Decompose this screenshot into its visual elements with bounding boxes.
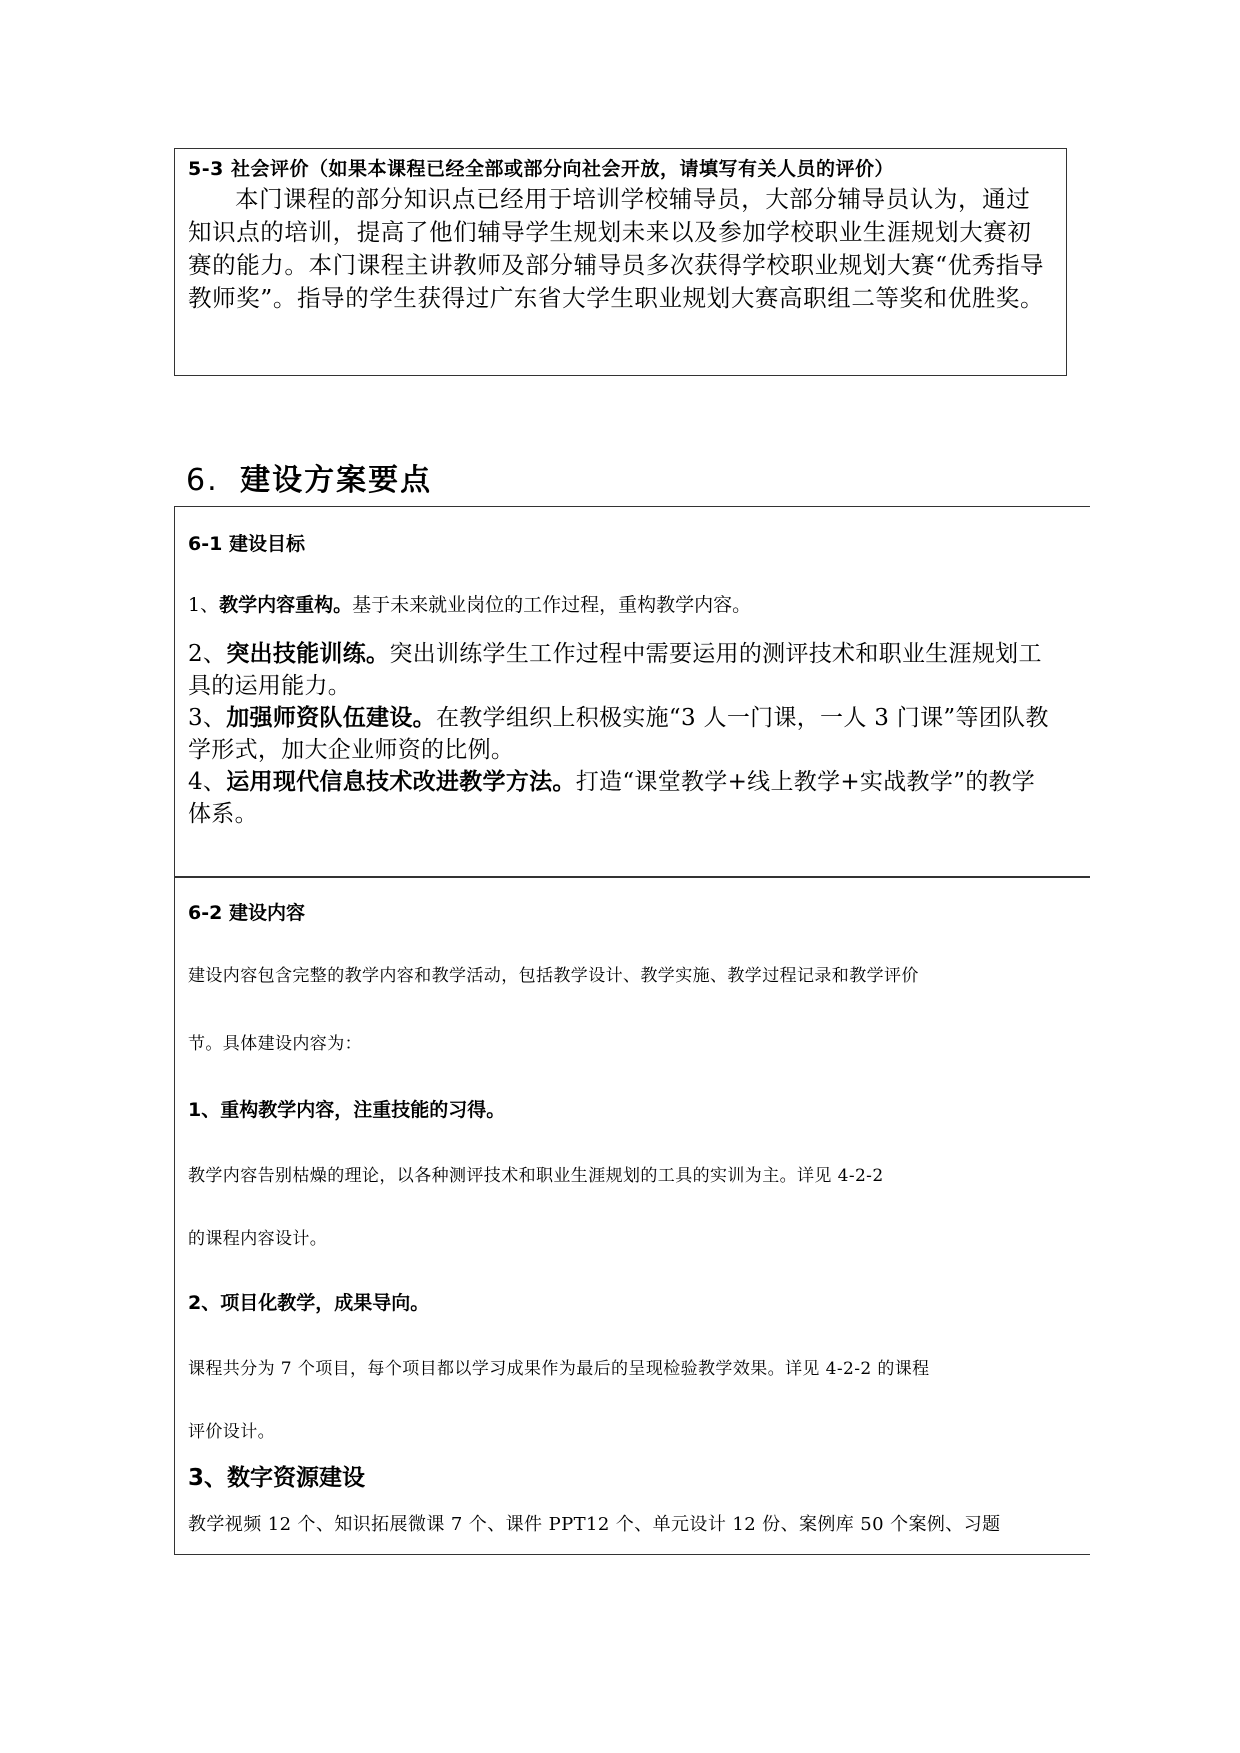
goal-text: 基于未来就业岗位的工作过程，重构教学内容。 <box>352 594 752 616</box>
goal-text: 突出训练学生工作过程中需要运用的测评技术和职业生涯规划工 <box>389 641 1042 667</box>
goal-prefix: 2、 <box>188 641 227 667</box>
content-line-clip <box>188 1510 1088 1536</box>
section-6-1-title: 6-1 建设目标 <box>188 533 305 555</box>
section-5-3-title: 5-3 社会评价（如果本课程已经全部或部分向社会开放，请填写有关人员的评价） <box>188 158 894 180</box>
content-item-line: 教学视频 12 个、知识拓展微课 7 个、课件 PPT12 个、单元设计 12 份、案例库 50 个案例、习题 <box>188 1514 1001 1535</box>
content-item-line: 课程共分为 7 个项目，每个项目都以学习成果作为最后的呈现检验教学效果。详见 4-2-2 的课程 <box>188 1359 930 1379</box>
goal-prefix: 3、 <box>188 705 227 731</box>
intro-line: 建设内容包含完整的教学内容和教学活动，包括教学设计、教学实施、教学过程记录和教学评价 <box>188 966 919 986</box>
section-6-number: 6. <box>186 463 219 498</box>
content-line-clip <box>188 1354 1088 1379</box>
content-item-title: 2、项目化教学，成果导向。 <box>188 1292 430 1314</box>
goal-bold: 突出技能训练。 <box>226 641 390 667</box>
content-item-title: 3、数字资源建设 <box>188 1465 366 1491</box>
paragraph-line: 赛的能力。本门课程主讲教师及部分辅导员多次获得学校职业规划大赛“优秀指导 <box>188 251 1045 279</box>
intro-line: 节。具体建设内容为： <box>188 1034 362 1054</box>
content-item-title: 1、重构教学内容，注重技能的习得。 <box>188 1099 506 1121</box>
section-5-3-paragraph <box>188 183 1044 315</box>
goal-text: 在教学组织上积极实施“3 人一门课，一人 3 门课”等团队教 <box>435 705 1049 731</box>
paragraph-line: 本门课程的部分知识点已经用于培训学校辅导员，大部分辅导员认为，通过 <box>235 185 1031 213</box>
section-6-title: 建设方案要点 <box>240 463 433 498</box>
goal-item <box>188 702 1049 766</box>
goal-item <box>188 638 1042 702</box>
goal-prefix: 4、 <box>188 769 227 795</box>
goal-bold: 运用现代信息技术改进教学方法。 <box>226 769 576 795</box>
goal-prefix: 1、 <box>188 594 220 616</box>
content-item-line: 的课程内容设计。 <box>188 1229 328 1249</box>
content-item-line: 教学内容告别枯燥的理论，以各种测评技术和职业生涯规划的工具的实训为主。详见 4-2-2 <box>188 1166 884 1186</box>
goal-bold: 教学内容重构。 <box>219 594 353 616</box>
paragraph-line: 教师奖”。指导的学生获得过广东省大学生职业规划大赛高职组二等奖和优胜奖。 <box>188 284 1045 312</box>
paragraph-line: 知识点的培训，提高了他们辅导学生规划未来以及参加学校职业生涯规划大赛初 <box>188 218 1032 246</box>
content-item-line: 评价设计。 <box>188 1422 275 1442</box>
goal-bold: 加强师资队伍建设。 <box>226 705 436 731</box>
goal-item <box>188 591 751 619</box>
intro-line-clip <box>188 961 1088 986</box>
section-6-heading <box>186 455 432 499</box>
section-6-2-title: 6-2 建设内容 <box>188 902 305 924</box>
goal-item <box>188 766 1035 830</box>
goal-text: 具的运用能力。 <box>188 673 352 699</box>
goal-text: 体系。 <box>188 801 258 827</box>
goal-text: 打造“课堂教学+线上教学+实战教学”的教学 <box>575 769 1036 795</box>
goal-text: 学形式，加大企业师资的比例。 <box>188 737 515 763</box>
